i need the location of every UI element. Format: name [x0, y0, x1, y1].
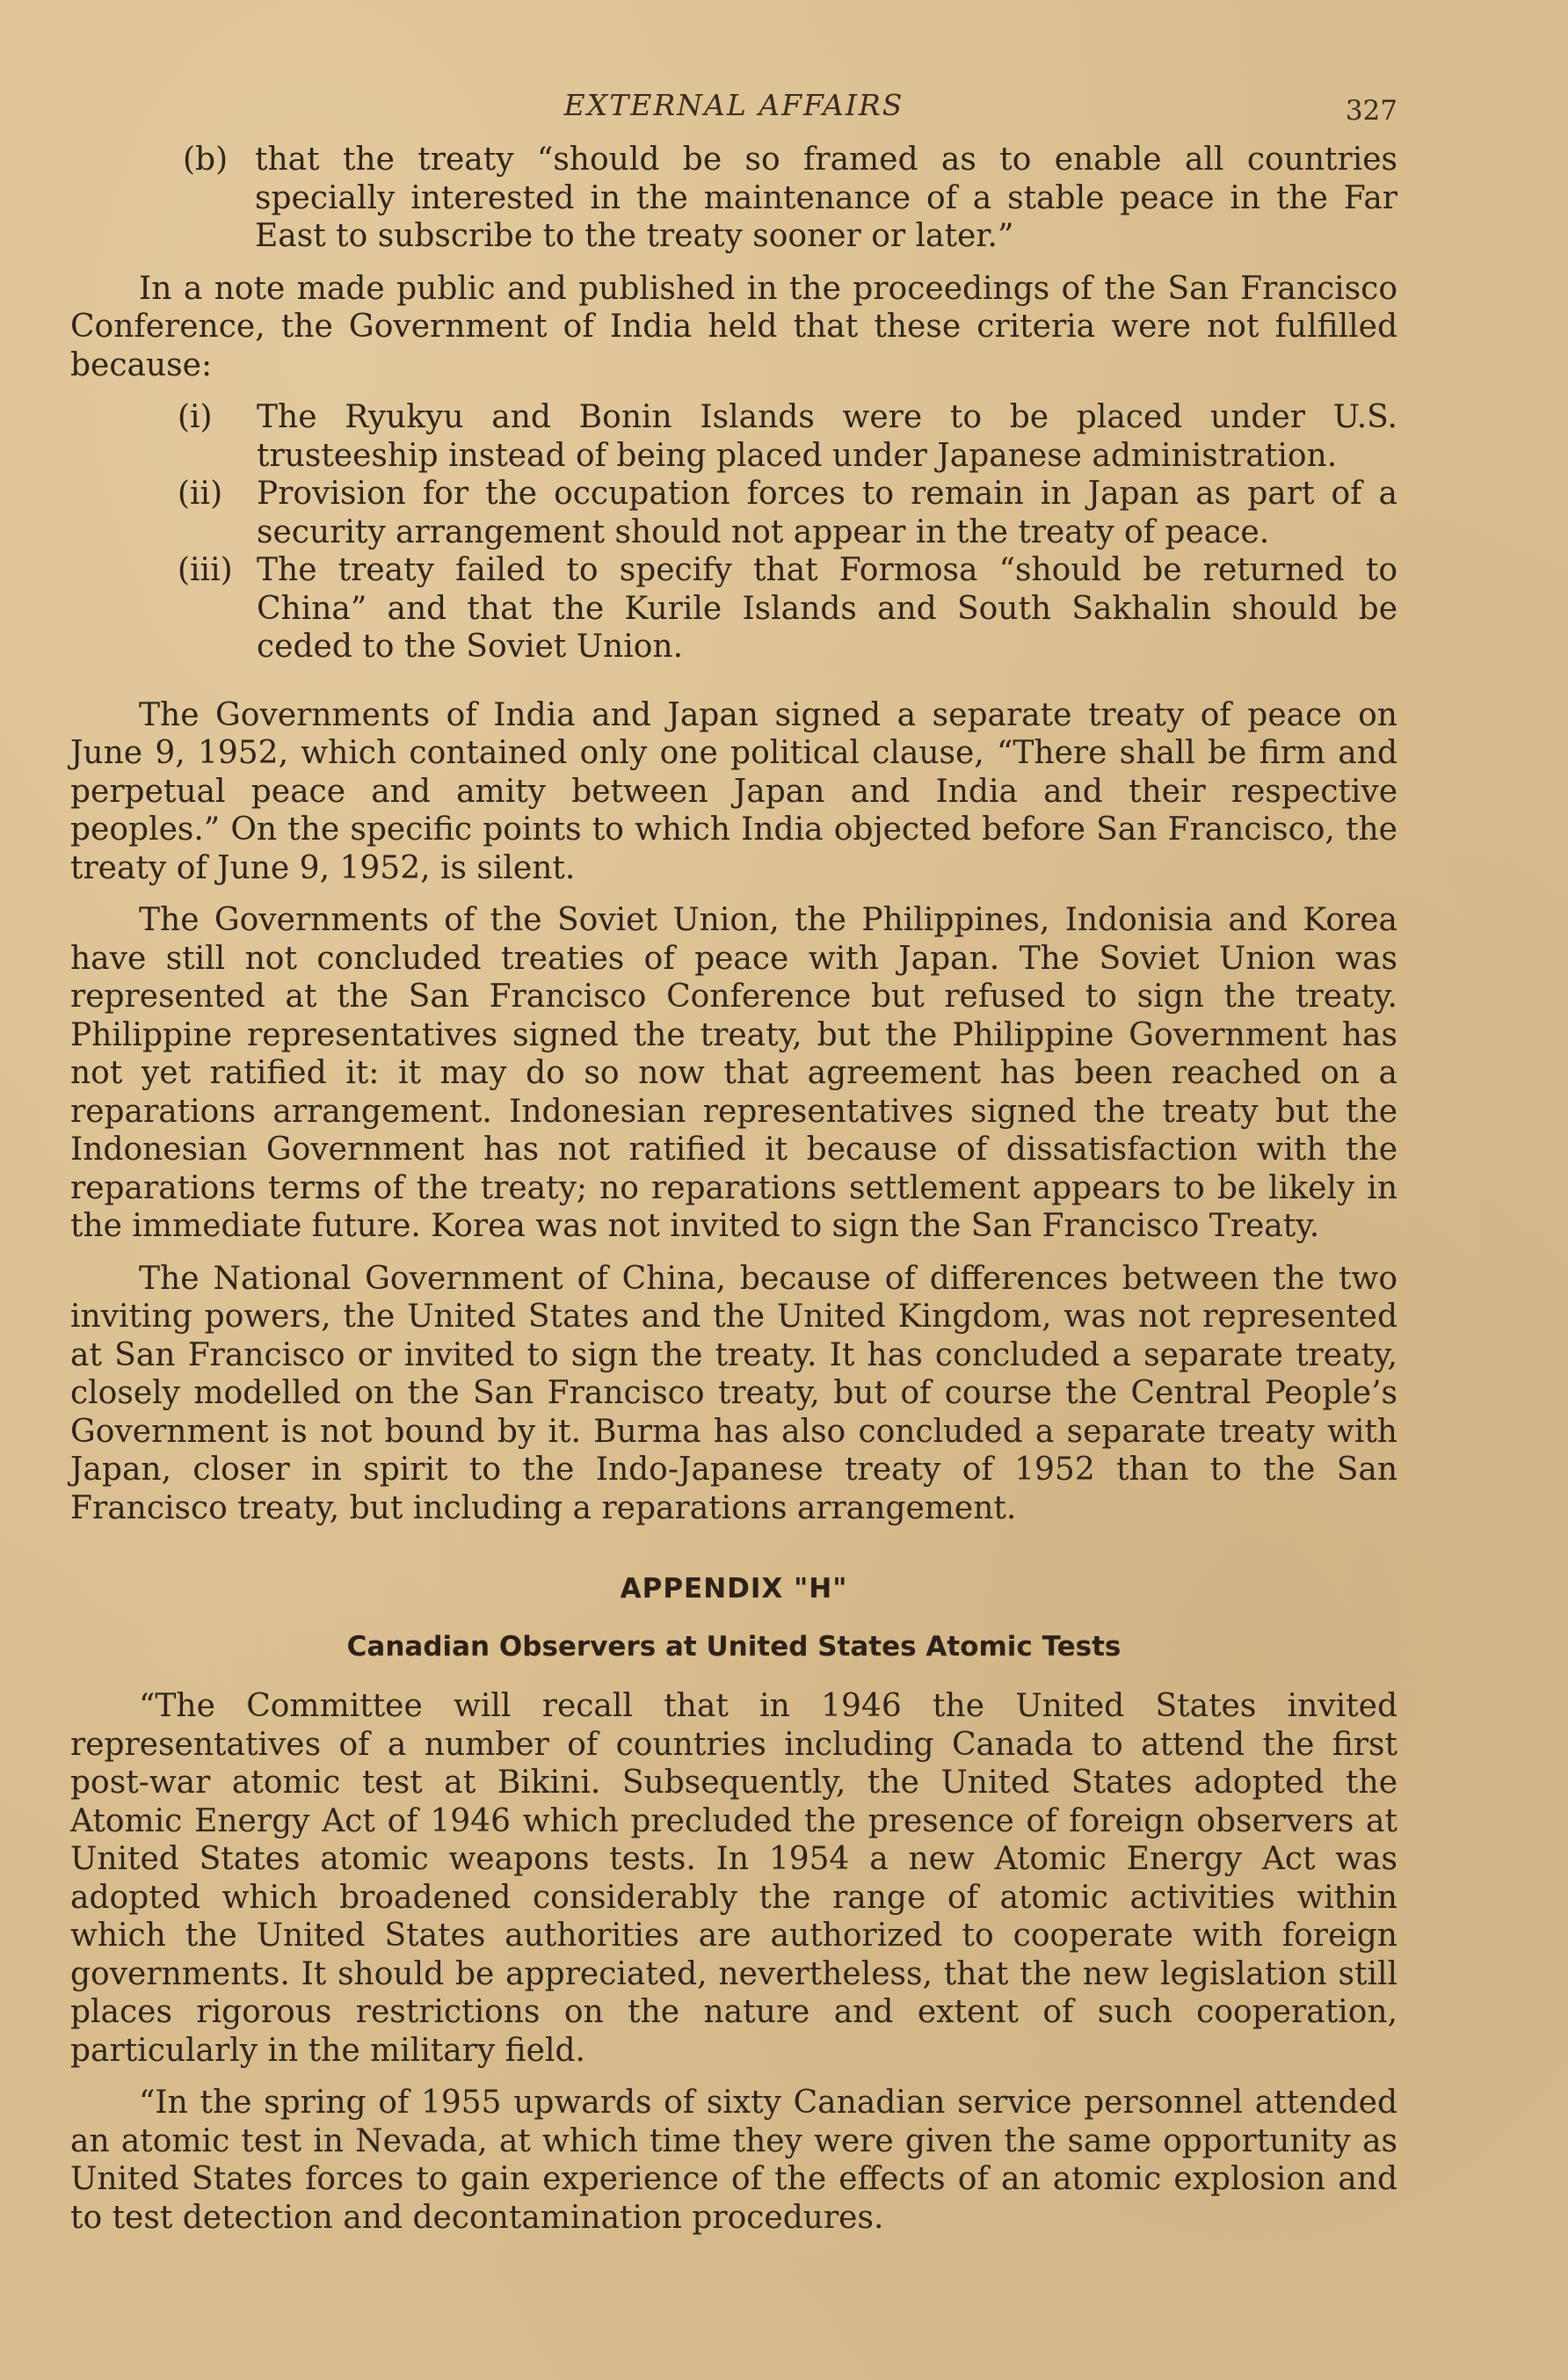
list-marker: (ii): [178, 476, 223, 512]
list-marker: (iii): [178, 552, 233, 588]
criteria-item-b: [183, 141, 1397, 256]
running-head: [70, 79, 1397, 141]
appendix-title: APPENDIX "H": [620, 1573, 848, 1605]
appendix-subtitle: Canadian Observers at United States Atomic Tests: [346, 1631, 1122, 1663]
objection-item: [178, 551, 1397, 666]
body-paragraph: The Governments of India and Japan signed a separate treaty of peace on June 9, 1952, which contained only one political clause, “There shall be firm and perpetual peace and amity between Japan and India and their respective peoples.” On the specific points to which India objected before San Francisco, the treaty of June 9, 1952, is silent.: [70, 696, 1397, 886]
document-page: [70, 79, 1397, 2330]
intro-paragraph: In a note made public and published in the proceedings of the San Francisco Conference, the Government of India held that these criteria were not fulfilled because:: [70, 270, 1397, 383]
list-item-text: The treaty failed to specify that Formosa “should be returned to China” and that the Kurile Islands and South Sakhalin should be ceded to the Soviet Union.: [257, 552, 1397, 665]
list-item-text: The Ryukyu and Bonin Islands were to be placed under U.S. trusteeship instead of being placed under Japanese administration.: [257, 399, 1397, 474]
body-paragraph: The National Government of China, because of differences between the two inviting powers, the United States and the United Kingdom, was not represented at San Francisco or invited to sign the treaty. It has concluded a separate treaty, closely modelled on the San Francisco treaty, but of course the Central People’s Government is not bound by it. Burma has also concluded a separate treaty with Japan, closer in spirit to the Indo-Japanese treaty of 1952 than to the San Francisco treaty, but including a reparations arrangement.: [70, 1260, 1397, 1526]
appendix-paragraph: “In the spring of 1955 upwards of sixty Canadian service personnel attended an atomic test in Nevada, at which time they were given the same opportunity as United States forces to gain experience of the effects of an atomic explosion and to test detection and decontamination procedures.: [70, 2085, 1397, 2236]
list-marker: (i): [178, 399, 213, 435]
objection-item: [178, 398, 1397, 475]
objection-item: [178, 475, 1397, 551]
list-item-text: that the treaty “should be so framed as to enable all countries specially interested in the maintenance of a stable peace in the Far East to subscribe to the treaty sooner or later.”: [255, 142, 1397, 254]
appendix-paragraph: “The Committee will recall that in 1946 the United States invited representatives of a number of countries including Canada to attend the first post-war atomic test at Bikini. Subsequently, the United States adopted the Atomic Energy Act of 1946 which precluded the presence of foreign observers at United States atomic weapons tests. In 1954 a new Atomic Energy Act was adopted which broadened considerably the range of atomic activities within which the United States authorities are authorized to cooperate with foreign governments. It should be appreciated, nevertheless, that the new legislation still places rigorous restrictions on the nature and extent of such cooperation, particularly in the military field.: [70, 1688, 1397, 2069]
page-number: 327: [1345, 95, 1397, 127]
body-paragraph: The Governments of the Soviet Union, the Philippines, Indonisia and Korea have still not concluded treaties of peace with Japan. The Soviet Union was represented at the San Francisco Conference but refused to sign the treaty. Philippine representatives signed the treaty, but the Philippine Government has not yet ratified it: it may do so now that agreement has been reached on a reparations arrangement. Indonesian representatives signed the treaty but the Indonesian Government has not ratified it because of dissatisfaction with the reparations terms of the treaty; no reparations settlement appears to be likely in the immediate future. Korea was not invited to sign the San Francisco Treaty.: [70, 902, 1397, 1244]
running-title: EXTERNAL AFFAIRS: [563, 88, 904, 122]
list-item-text: Provision for the occupation forces to remain in Japan as part of a security arrangement should not appear in the treaty of peace.: [257, 476, 1397, 550]
list-marker: (b): [183, 142, 229, 178]
